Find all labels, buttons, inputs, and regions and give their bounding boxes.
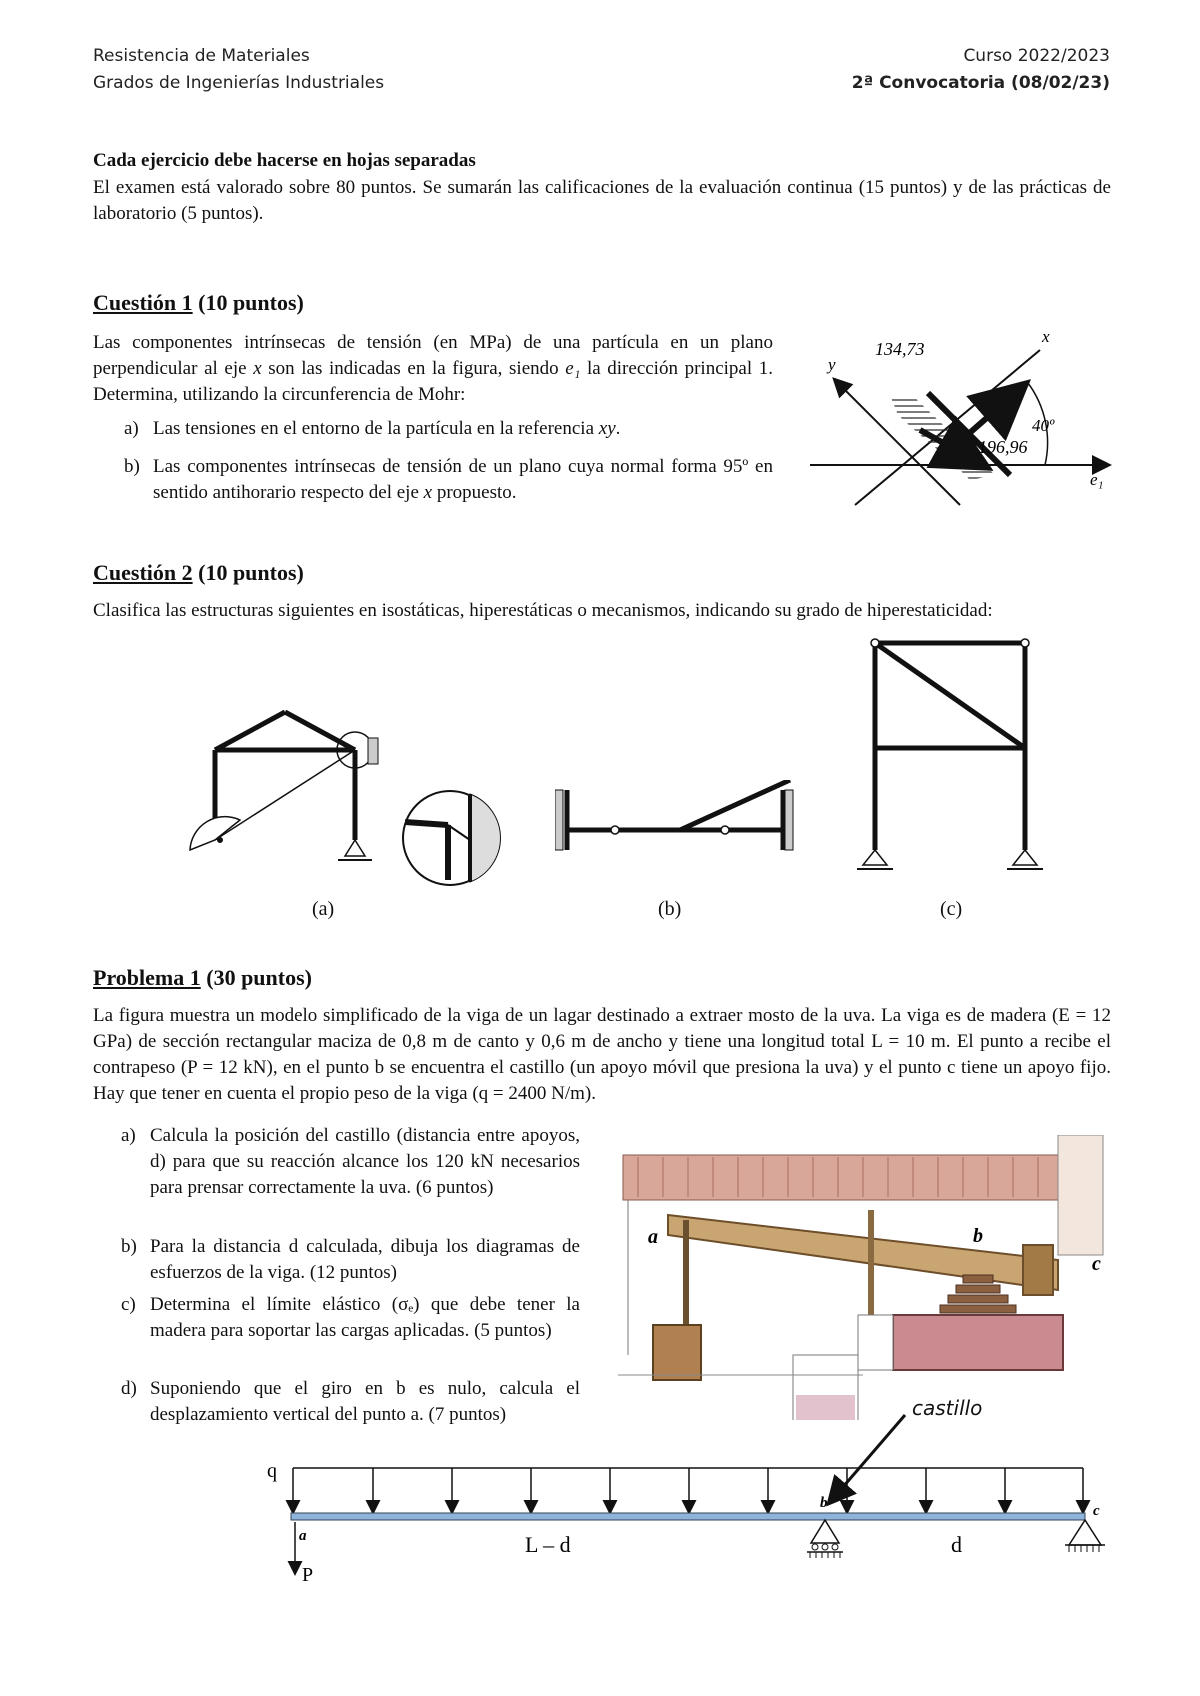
header-course: Curso 2022/2023 <box>963 46 1110 66</box>
p1-heading <box>93 965 312 991</box>
q2-title: Cuestión 2 <box>93 560 193 585</box>
p1-points: (30 puntos) <box>206 965 312 990</box>
structure-a-figure <box>180 690 510 895</box>
beam-bar <box>291 1513 1085 1520</box>
angle-value: 40º <box>1032 416 1055 435</box>
q2-points: (10 puntos) <box>198 560 304 585</box>
tau-value: 196,96 <box>978 437 1028 457</box>
structure-c-figure <box>855 635 1055 890</box>
q1-text <box>93 330 773 408</box>
castillo-label: castillo <box>912 1396 983 1420</box>
wine-press-illustration <box>618 1135 1113 1420</box>
q1-title: Cuestión 1 <box>93 290 193 315</box>
photo-label-a: a <box>648 1226 658 1248</box>
roller-support-b <box>811 1520 839 1543</box>
structure-b-figure <box>555 780 805 870</box>
y-axis-label: y <box>828 355 836 374</box>
x-axis-label: x <box>1042 327 1050 346</box>
p1-item-a: a) Calcula la posición del castillo (distancia entre apoyos, d) para que su reacción alcance los 120 kN necesarios para prensar correctamente la uva. (6 puntos) <box>121 1125 580 1198</box>
q1-text-c: la dirección principal 1. Determina, utilizando la circunferencia de Mohr: <box>93 358 773 405</box>
span2-label: d <box>951 1532 962 1557</box>
castillo-pointer-arrow <box>830 1415 905 1502</box>
q1-var-e1: e₁ <box>565 358 581 379</box>
q1-item-a: a) Las tensiones en el entorno de la partícula en la referencia xy. <box>124 418 621 439</box>
header-degrees: Grados de Ingenierías Industriales <box>93 73 385 93</box>
photo-label-b: b <box>973 1225 983 1247</box>
q2-text: Clasifica las estructuras siguientes en isostáticas, hiperestáticas o mecanismos, indicando su grado de hiperestaticidad: <box>93 600 993 621</box>
q1-text-a: Las componentes intrínsecas de tensión (en MPa) de una partícula en un plano perpendicular al eje <box>93 332 773 379</box>
p1-item-c: c) Determina el límite elástico (σₑ) que debe tener la madera para soportar las cargas aplicadas. (5 puntos) <box>121 1294 580 1341</box>
beam-label-b: b <box>820 1495 828 1511</box>
pin-support-c <box>1069 1520 1101 1545</box>
intro-note: Cada ejercicio debe hacerse en hojas separadas <box>93 150 476 171</box>
p1-text: La figura muestra un modelo simplificado de la viga de un lagar destinado a extraer mosto de la uva. La viga es de madera (E = 12 GPa) de sección rectangular maciza de 0,8 m de canto y 0,6 m de ancho y tiene una longitud total L = 10 m. El punto a recibe el contrapeso (P = 12 kN), en el punto b se encuentra el castillo (un apoyo móvil que presiona la uva) y el punto c tiene un apoyo fijo. Hay que tener en cuenta el propio peso de la viga (q = 2400 N/m). <box>93 1005 1111 1104</box>
header-call: 2ª Convocatoria (08/02/23) <box>851 73 1110 93</box>
q1-heading <box>93 290 304 316</box>
intro-text: El examen está valorado sobre 80 puntos. Se sumarán las calificaciones de la evaluación continua (15 puntos) y de las prácticas de laboratorio (5 puntos). <box>93 177 1111 224</box>
q1-item-b: b) Las componentes intrínsecas de tensión de un plano cuya normal forma 95º en sentido antihorario respecto del eje x propuesto. <box>124 456 773 503</box>
caption-c: (c) <box>940 898 963 920</box>
sigma-arrow <box>965 387 1022 437</box>
q1-text-b: son las indicadas en la figura, siendo <box>261 358 566 379</box>
p1-item-d: d) Suponiendo que el giro en b es nulo, calcula el desplazamiento vertical del punto a. (7 puntos) <box>121 1378 580 1425</box>
beam-diagram <box>255 1395 1125 1605</box>
caption-a: (a) <box>312 898 335 920</box>
beam-label-a: a <box>299 1528 307 1544</box>
q-label: q <box>267 1460 277 1482</box>
q1-points: (10 puntos) <box>198 290 304 315</box>
span1-label: L – d <box>525 1532 571 1557</box>
q1-var-x: x <box>253 358 262 379</box>
p1-item-b: b) Para la distancia d calculada, dibuja los diagramas de esfuerzos de la viga. (12 puntos) <box>121 1236 580 1283</box>
photo-label-c: c <box>1092 1253 1101 1275</box>
p1-title: Problema 1 <box>93 965 201 990</box>
header-subject: Resistencia de Materiales <box>93 46 310 66</box>
p-label: P <box>302 1564 314 1586</box>
q2-heading <box>93 560 304 586</box>
q1-stress-figure <box>800 325 1120 510</box>
beam-label-c: c <box>1093 1503 1100 1519</box>
caption-b: (b) <box>658 898 682 920</box>
sigma-value: 134,73 <box>875 339 925 359</box>
e1-axis-label: e₁ <box>1090 470 1104 489</box>
